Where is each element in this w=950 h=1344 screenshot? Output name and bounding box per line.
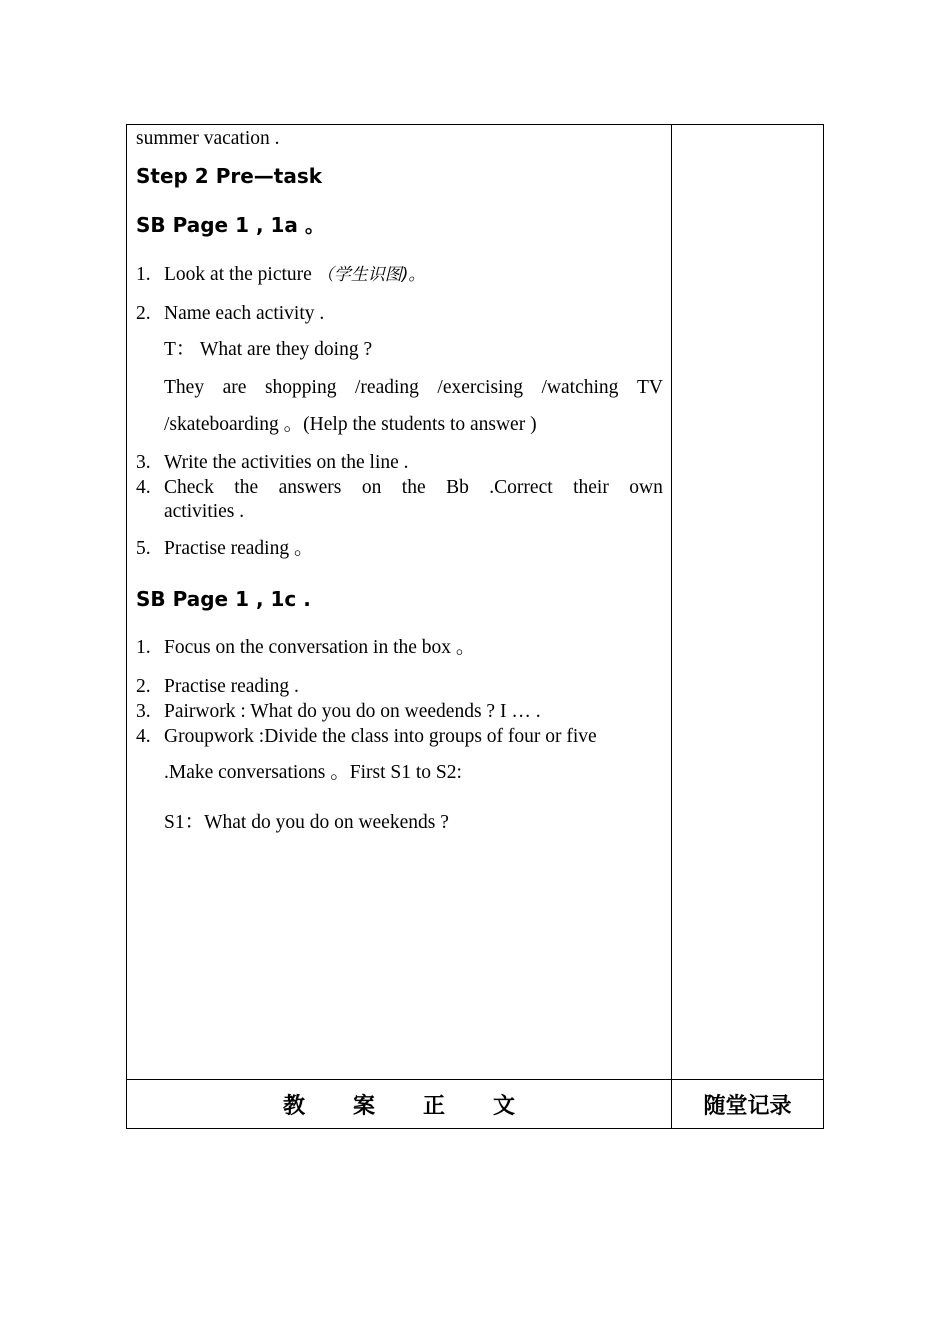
list-number: 2. [136, 676, 151, 697]
list-number: 4. [136, 726, 151, 747]
list-item [164, 478, 663, 498]
word: Check [164, 477, 214, 498]
list-item: Pairwork : What do you do on weedends ? I … . [164, 701, 541, 722]
section-heading-1c: SB Page 1 , 1c . [136, 587, 311, 611]
answer-word: They [164, 377, 205, 398]
list-item [164, 265, 425, 285]
word: .Correct [489, 477, 553, 498]
word: own [629, 477, 663, 498]
list-item-continuation: activities . [164, 501, 245, 522]
chinese-note: （学生识图)。 [316, 265, 426, 285]
word: the [401, 477, 426, 498]
footer-char: 案 [352, 1093, 375, 1119]
list-item-continuation: .Make conversations 。First S1 to S2: [164, 762, 462, 783]
word: answers [278, 477, 342, 498]
footer-side-label: 随堂记录 [703, 1093, 792, 1119]
list-item: Name each activity . [164, 303, 325, 324]
answer-word: TV [636, 377, 663, 398]
list-item: Focus on the conversation in the box 。 [164, 637, 476, 658]
answer-word: /reading [355, 377, 419, 398]
dialogue-line: S1：What do you do on weekends ? [164, 812, 449, 833]
footer-char: 正 [423, 1093, 446, 1119]
answer-word: /watching [541, 377, 619, 398]
answer-line [164, 378, 663, 398]
list-number: 2. [136, 303, 151, 324]
section-heading-1a: SB Page 1 , 1a 。 [136, 213, 325, 237]
list-item: Write the activities on the line . [164, 452, 409, 473]
list-item-text: Look at the picture [164, 264, 317, 285]
list-number: 3. [136, 701, 151, 722]
notes-cell [672, 125, 823, 1079]
list-number: 1. [136, 264, 151, 285]
text-line: summer vacation . [136, 128, 280, 149]
answer-word: shopping [264, 377, 337, 398]
word: the [234, 477, 259, 498]
word: Bb [446, 477, 469, 498]
list-number: 5. [136, 538, 151, 559]
answer-word: /exercising [437, 377, 523, 398]
list-item: Practise reading 。 [164, 538, 314, 559]
table-footer [127, 1079, 823, 1128]
footer-main-label [127, 1080, 672, 1128]
footer-char: 教 [282, 1093, 305, 1119]
word: their [573, 477, 609, 498]
lesson-table [126, 124, 824, 1129]
teacher-question: T： What are they doing ? [164, 339, 373, 360]
list-item: Practise reading . [164, 676, 299, 697]
list-item: Groupwork :Divide the class into groups of four or five [164, 726, 597, 747]
list-number: 1. [136, 637, 151, 658]
answer-line: /skateboarding 。(Help the students to answer ) [164, 414, 537, 435]
lesson-body-cell [127, 125, 672, 1079]
list-number: 3. [136, 452, 151, 473]
answer-word: are [222, 377, 247, 398]
list-number: 4. [136, 477, 151, 498]
word: on [361, 477, 382, 498]
step-heading: Step 2 Pre—task [136, 164, 323, 188]
footer-char: 文 [493, 1093, 516, 1119]
